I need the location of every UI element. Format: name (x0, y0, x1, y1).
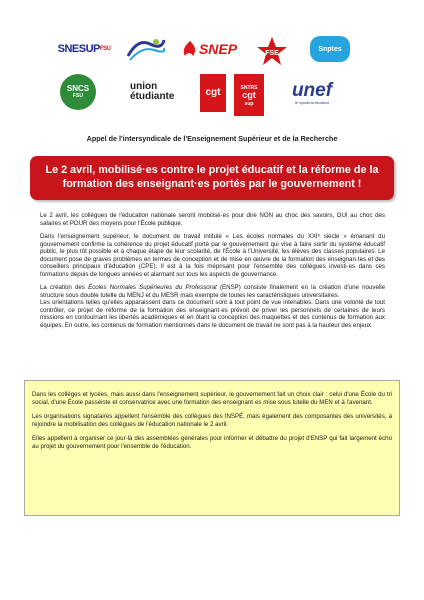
unef-logo-text: unef (291, 80, 333, 101)
snep-fsu-logo (178, 34, 240, 64)
paragraph: Dans l'enseignement supérieur, le document de travail intitulé « Les écoles normales du XXIᵉ siècle » émanant du gouvernement confirme la cohérence du projet éducatif porté par le gouvernement qui vise à faire sortir du système éducatif public, le plus tôt possible et à chaque étape de leur scolarité, de l'École à l'Université, les élèves des classes populaires. Le document pose de graves problèmes en termes de conception et de mise en œuvre de la formation des enseignan·tes et des conseillers principaux d'éducation (CPE). Il est à la fois méprisant pour l'ensemble des collègues investi·es dans ces formations depuis de longues années et alarmant sur tous les aspects de gouvernance. (40, 233, 385, 278)
cgt-sup-logo-text: sup (244, 100, 254, 107)
unef-tagline: le syndicat étudiant (294, 100, 330, 105)
snesup-logo-text: SNESUP (57, 42, 100, 55)
cgt-educ-logo (200, 74, 226, 112)
sntrs-logo-text: SNTRS (240, 84, 258, 91)
ensp-name: Écoles Normales Supérieures du Professorat (88, 284, 217, 291)
ferc-sup-logo (126, 36, 166, 62)
main-text (40, 212, 385, 335)
union-logos (56, 30, 366, 122)
cgt-sntrs-logo (234, 74, 264, 116)
paragraph-text: La création des (40, 284, 89, 291)
fse-logo-text: FSE (265, 50, 279, 57)
union-etudiante-logo-text: union étudiante (130, 81, 175, 102)
cgt-logo-text: cgt (205, 87, 221, 98)
paragraph-text: (ENSP) consiste finalement en la création d'une nouvelle structure sous double tutelle du MENJ et du MESR mais exempte de toutes les caractéristiques universitaires. (40, 284, 386, 299)
call-to-action-box (24, 380, 400, 516)
snesup-fsu-text: FSU (99, 46, 111, 52)
box-paragraph: Les organisations signataires appellent l'ensemble des collègues des INSPÉ, mais également des composantes des universités, à rejoindre la mobilisation des collègues de l'éducation nationale le 2 avril. (32, 413, 392, 428)
paragraph (40, 284, 385, 299)
fse-star-icon (252, 36, 292, 66)
sncs-fsu-text: FSU (73, 93, 83, 99)
paragraph: Les orientations telles qu'elles apparaissent dans ce document sont à tout point de vue intenables. Dans une volonté de tout contrôler, ce projet de réforme de la formation des enseignant·es prévoit de priver les personnels de certaines de leurs missions en contournant les libertés académiques et en ôtant la conception des maquettes et des contenus de formation aux équipes. En outre, les contenus de formation mentionnés dans le document de travail ne sont pas à la hauteur des enjeux. (40, 299, 385, 329)
snep-flame-icon (181, 40, 199, 58)
sncs-fsu-logo (60, 74, 96, 110)
paragraph: Le 2 avril, les collègues de l'éducation nationale seront mobilisé·es pour dire NON au choc des savoirs, OUI au choc des salaires et POUR des moyens pour l'École publique. (40, 212, 385, 227)
ferc-sup-logo-shape (126, 36, 166, 62)
box-paragraph: Dans les collèges et lycées, mais aussi dans l'enseignement supérieur, le gouvernement fait un choix clair : celui d'une École du tri social, d'une École passéiste et conservatrice avec une formation des enseignant·es mise sous tutelle du MEN et à l'avenant. (32, 391, 392, 406)
sncs-logo-text: SNCS (66, 84, 90, 93)
headline-banner: Le 2 avril, mobilisé·es contre le projet éducatif et la réforme de la formation des enseignant·es portés par le gouvernement ! (30, 156, 394, 200)
snptes-logo: Snptes (310, 36, 350, 62)
snesup-fsu-logo (57, 36, 111, 62)
box-paragraph: Elles appellent à organiser ce jour-là des assemblées générales pour informer et débattre du projet d'ENSP qui fait largement écho au projet du gouvernement pour l'ensemble de l'éducation. (32, 435, 392, 450)
union-etudiante-logo (130, 78, 188, 106)
unef-logo (274, 78, 350, 108)
cgt-sntrs-logo-text: cgt (242, 89, 256, 100)
page-heading: Appel de l'intersyndicale de l'Enseignement Supérieur et de la Recherche (86, 134, 338, 143)
snep-logo-text: SNEP (198, 41, 238, 57)
fse-logo (252, 36, 292, 66)
